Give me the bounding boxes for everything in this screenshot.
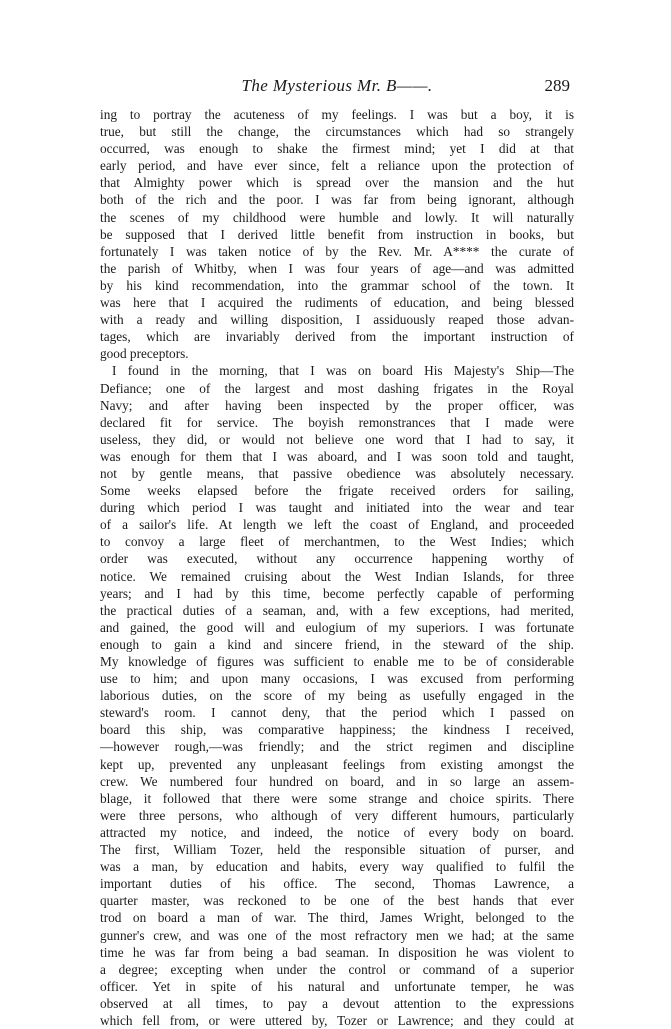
text-line: important duties of his office. The second, Thomas Lawrence, a bbox=[100, 876, 574, 892]
text-line: declared fit for service. The boyish remonstrances that I made were bbox=[100, 414, 574, 430]
text-line: with a ready and willing disposition, I assiduously reaped those advan- bbox=[100, 312, 574, 328]
text-line: not by gentle means, that passive obedience was absolutely necessary. bbox=[100, 465, 574, 481]
text-line: both of the rich and the poor. I was far from being ignorant, although bbox=[100, 192, 574, 208]
text-line: years; and I had by this time, become perfectly capable of performing bbox=[100, 585, 574, 601]
page-number: 289 bbox=[544, 76, 570, 95]
text-line: —however rough,—was friendly; and the strict regimen and discipline bbox=[100, 739, 574, 755]
text-line: was a man, by education and habits, every way qualified to fulfil the bbox=[100, 859, 574, 875]
text-line: tages, which are invariably derived from the important instruction of bbox=[100, 329, 574, 345]
text-line: time he was far from being a bad seaman. In disposition he was violent to bbox=[100, 944, 574, 960]
text-line: crew. We numbered four hundred on board, and in so large an assem- bbox=[100, 773, 574, 789]
text-line: My knowledge of figures was sufficient to enable me to be of considerable bbox=[100, 654, 574, 669]
body-text bbox=[100, 106, 574, 1029]
text-line: the practical duties of a seaman, and, with a few exceptions, had merited, bbox=[100, 602, 574, 618]
text-line: the scenes of my childhood were humble and lowly. It will naturally bbox=[100, 209, 574, 225]
text-line: was here that I acquired the rudiments of education, and being blessed bbox=[100, 295, 574, 311]
text-line: observed at all times, to pay a devout attention to the expressions bbox=[100, 995, 574, 1011]
text-line: true, but still the change, the circumstances which had so strangely bbox=[100, 124, 574, 140]
running-title: The Mysterious Mr. B——. bbox=[241, 76, 433, 95]
text-line: order was executed, without any occurrence happening worthy of bbox=[100, 551, 574, 567]
text-line: of a sailor's life. At length we left the coast of England, and proceeded bbox=[100, 517, 574, 533]
text-line: trod on board a man of war. The third, James Wright, belonged to the bbox=[100, 910, 574, 926]
text-line: a degree; excepting when under the control or command of a superior bbox=[100, 961, 574, 977]
text-line: useless, they did, or would not believe one word that I had to say, it bbox=[100, 431, 574, 447]
text-line: use to him; and upon many occasions, I was excused from performing bbox=[100, 671, 574, 687]
text-line: be supposed that I derived little benefit from instruction in books, but bbox=[100, 226, 574, 242]
text-line: attracted my notice, and indeed, the notice of every body on board. bbox=[100, 824, 574, 840]
text-line: laborious duties, on the score of my being as usefully engaged in the bbox=[100, 688, 574, 704]
text-line: that Almighty power which is spread over the mansion and the hut bbox=[100, 175, 574, 191]
text-line: were three persons, who although of very different humours, particularly bbox=[100, 807, 574, 823]
text-line: steward's room. I cannot deny, that the period which I passed on bbox=[100, 705, 574, 721]
text-line: Some weeks elapsed before the frigate received orders for sailing, bbox=[100, 483, 574, 499]
text-line: kept up, prevented any unpleasant feelings from existing amongst the bbox=[100, 756, 574, 772]
text-line: gunner's crew, and was one of the most refractory men we had; at the same bbox=[100, 927, 574, 943]
text-line: ing to portray the acuteness of my feelings. I was but a boy, it is bbox=[100, 107, 574, 122]
text-line: Defiance; one of the largest and most dashing frigates in the Royal bbox=[100, 380, 574, 396]
text-line: officer. Yet in spite of his natural and unfortunate temper, he was bbox=[100, 978, 574, 994]
text-line: the parish of Whitby, when I was four years of age—and was admitted bbox=[100, 260, 574, 276]
text-line: good preceptors. bbox=[100, 346, 189, 362]
text-line: enough to gain a kind and sincere friend, in the steward of the ship. bbox=[100, 636, 574, 652]
text-line: occurred, was enough to shake the firmest mind; yet I did at that bbox=[100, 141, 574, 157]
text-line: Navy; and after having been inspected by the proper officer, was bbox=[100, 397, 574, 413]
text-line: during which period I was taught and initiated into the wear and tear bbox=[100, 500, 574, 516]
text-line: which fell from, or were uttered by, Tozer or Lawrence; and they could at bbox=[100, 1012, 574, 1028]
text-line: and gained, the good will and eulogium of my superiors. I was fortunate bbox=[100, 619, 574, 635]
text-line: quarter master, was reckoned to be one of the best hands that ever bbox=[100, 893, 574, 909]
text-line: blage, it followed that there were some strange and choice spirits. There bbox=[100, 790, 574, 806]
text-line: notice. We remained cruising about the West Indian Islands, for three bbox=[100, 568, 574, 584]
text-line: board this ship, was comparative happiness; the kindness I received, bbox=[100, 722, 574, 738]
text-line: was enough for them that I was aboard, and I was soon told and taught, bbox=[100, 448, 574, 464]
text-line: fortunately I was taken notice of by the Rev. Mr. A**** the curate of bbox=[100, 243, 574, 259]
text-line: The first, William Tozer, held the responsible situation of purser, and bbox=[100, 842, 574, 858]
text-line: early period, and have ever since, felt a reliance upon the protection of bbox=[100, 158, 574, 174]
text-line: to convoy a large fleet of merchantmen, to the West Indies; which bbox=[100, 534, 574, 550]
text-line: I found in the morning, that I was on board His Majesty's Ship—The bbox=[112, 363, 574, 379]
text-line: by his kind recommendation, into the grammar school of the town. It bbox=[100, 277, 574, 293]
page-header bbox=[100, 76, 574, 98]
